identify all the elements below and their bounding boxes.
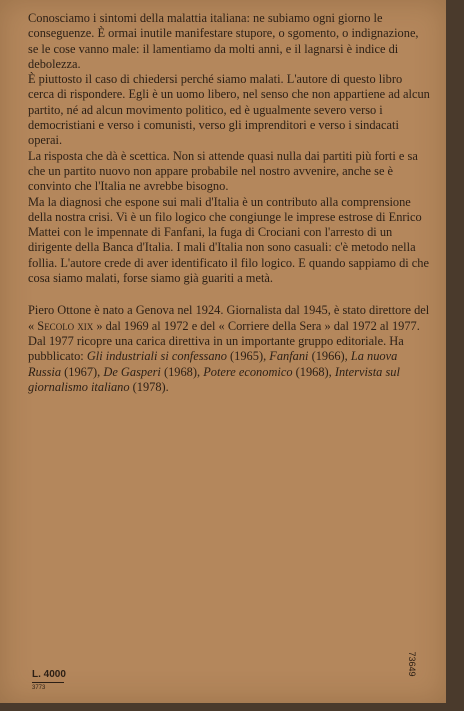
- bio-newspaper-name: Secolo xix: [37, 318, 94, 333]
- catalog-code: 3773: [32, 685, 46, 691]
- blurb-paragraph-3: La risposta che dà è scettica. Non si attende quasi nulla dai partiti più forti e sa che un partito nuovo non appare probabile nel nostro avvenire, anche se è convinto che l'Italia ne avrebbe bisogno.: [28, 148, 418, 194]
- price-divider: [32, 682, 64, 683]
- book-title-6: Intervista sul giornalismo italiano: [28, 364, 400, 394]
- book-title-1: Gli industriali si confessano: [86, 349, 227, 364]
- author-bio: [28, 303, 430, 395]
- bio-text-1: Piero Ottone è nato a Genova nel 1924. Giornalista dal 1945, è stato direttore del «: [28, 303, 430, 333]
- bio-text-2: » dal 1969 al 1972 e del « Corriere della Sera » dal 1972 al 1977. Dal 1977 ricopre una carica direttiva in un importante gruppo editoriale. Ha pubblicato:: [28, 318, 420, 364]
- back-cover-text: [28, 11, 430, 395]
- blurb-paragraph-1: Conosciamo i sintomi della malattia italiana: ne subiamo ogni giorno le conseguenze. È ormai inutile manifestare stupore, o sgomento, o indignazione, se le cose vanno male: il lamentiamo da molti anni, e il lagnarsi è indice di debolezza.: [28, 11, 419, 71]
- paragraph-gap: [28, 286, 430, 303]
- book-year-2: (1966),: [308, 349, 351, 364]
- book-year-4: (1968),: [160, 364, 204, 379]
- book-year-6: (1978).: [129, 379, 169, 394]
- blurb-paragraph-2: È piuttosto il caso di chiedersi perché siamo malati. L'autore di questo libro cerca di rispondere. Egli è un uomo libero, nel senso che non appartiene ad alcun partito, né ad alcun movimento politico, ed è ugualmente severo verso i democristiani e verso i comunisti, verso gli imprenditori e verso i sindacati operai.: [28, 72, 430, 148]
- book-year-3: (1967),: [61, 364, 104, 379]
- book-year-1: (1965),: [226, 349, 270, 364]
- vertical-catalog-number: 73649: [407, 651, 417, 677]
- book-title-5: Potere economico: [203, 364, 293, 379]
- book-title-2: Fanfani: [269, 349, 309, 364]
- price-label: L. 4000: [32, 669, 66, 680]
- blurb-paragraph-4: Ma la diagnosi che espone sui mali d'Italia è un contributo alla comprensione della nostra crisi. Vi è un filo logico che congiunge le imprese estrose di Enrico Mattei con le impennate di Fanfani, la fuga di Crociani con l'arresto di un dirigente della Banca d'Italia. I mali d'Italia non sono casuali: c'è metodo nella follia. L'autore crede di aver identificato il filo logico. E quando sappiamo di che cosa siamo malati, forse siamo già guariti a metà.: [28, 194, 430, 286]
- book-year-5: (1968),: [292, 364, 335, 379]
- book-title-4: De Gasperi: [103, 364, 161, 379]
- book-title-3: La nuova Russia: [28, 349, 398, 379]
